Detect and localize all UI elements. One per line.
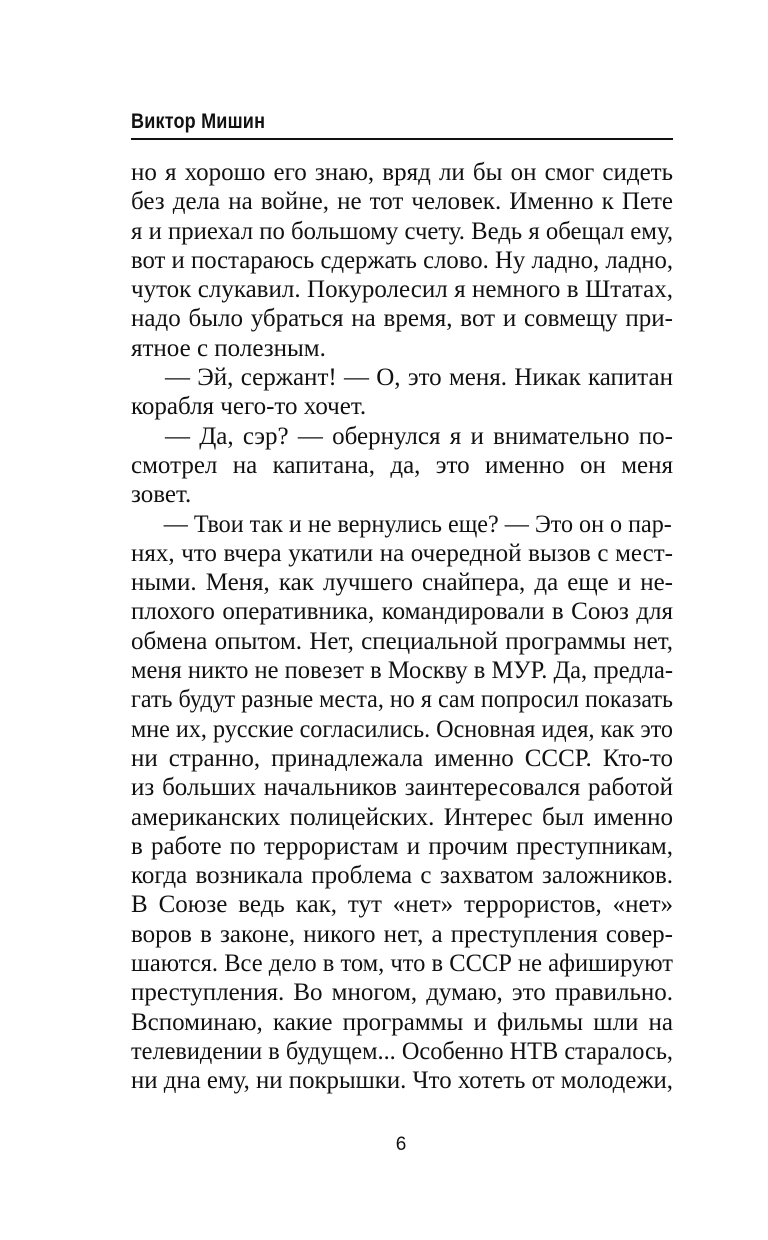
text-line: мне их, русские согласились. Основная идея, как это — [131, 715, 674, 743]
text-line: — Эй, сержант! — О, это меня. Никак капитан — [165, 364, 673, 392]
text-line: надо было убраться на время, вот и совмещу при- — [131, 305, 673, 333]
text-line: — Твои так и не вернулись еще? — Это он о пар- — [163, 510, 672, 538]
text-line: смотрел на капитана, да, это именно он меня — [131, 451, 673, 479]
text-line: нях, что вчера укатили на очередной вызов с мест- — [131, 539, 673, 567]
body-text — [131, 158, 673, 1096]
text-line: воров в законе, никого нет, а преступления совер- — [131, 920, 673, 948]
running-header — [131, 106, 673, 140]
page-number: 6 — [395, 1134, 407, 1155]
text-line: преступления. Во многом, думаю, это правильно. — [131, 979, 673, 1007]
text-line: ни дна ему, ни покрышки. Что хотеть от молодежи, — [131, 1067, 673, 1095]
text-line: но я хорошо его знаю, вряд ли бы он смог сидеть — [131, 159, 673, 186]
text-line: я и приехал по большому счету. Ведь я обещал ему, — [131, 217, 674, 245]
text-line: ными. Меня, как лучшего снайпера, да еще и не- — [131, 569, 673, 597]
text-line: гать будут разные места, но я сам попросил показать — [131, 686, 673, 714]
text-line: ятное с полезным. — [131, 334, 326, 362]
text-line: зовет. — [131, 481, 192, 509]
text-line: Вспоминаю, какие программы и фильмы шли на — [131, 1008, 673, 1036]
author-name: Виктор Мишин — [131, 110, 266, 133]
text-line: из больших начальников заинтересовался работой — [131, 774, 673, 802]
text-line: шаются. Все дело в том, что в СССР не афишируют — [131, 950, 673, 978]
text-line: чуток слукавил. Покуролесил я немного в Штатах, — [131, 276, 673, 304]
text-line: когда возникала проблема с захватом заложников. — [131, 862, 673, 890]
text-line: американских полицейских. Интерес был именно — [131, 803, 673, 831]
text-line: меня никто не повезет в Москву в МУР. Да, предла- — [131, 657, 674, 685]
text-line: вот и постараюсь сдержать слово. Ну ладно, ладно, — [131, 246, 674, 274]
text-line: обмена опытом. Нет, специальной программы нет, — [131, 627, 673, 655]
text-line: плохого оперативника, командировали в Союз для — [131, 598, 673, 626]
text-line: В Союзе ведь как, тут «нет» террористов, «нет» — [131, 891, 673, 919]
text-line: без дела на войне, не тот человек. Именно к Пете — [131, 188, 673, 216]
text-line: — Да, сэр? — обернулся я и внимательно по- — [165, 422, 673, 450]
text-line: ни странно, принадлежала именно СССР. Кто-то — [131, 744, 673, 772]
text-line: корабля чего-то хочет. — [131, 393, 367, 421]
text-line: в работе по террористам и прочим преступникам, — [131, 832, 673, 860]
text-line: телевидении в будущем... Особенно НТВ старалось, — [131, 1037, 674, 1065]
